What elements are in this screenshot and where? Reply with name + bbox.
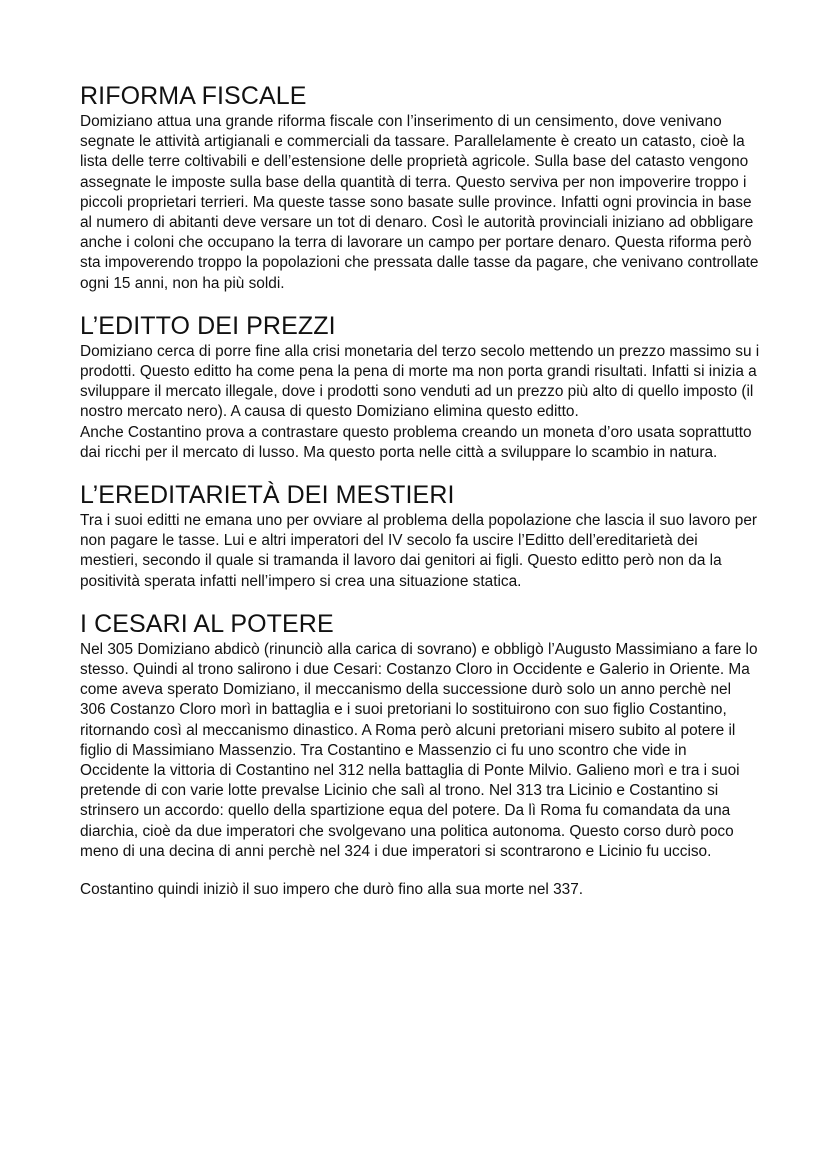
closing-paragraph: Costantino quindi iniziò il suo impero che durò fino alla sua morte nel 337. <box>80 881 584 899</box>
section-riforma-fiscale <box>80 82 760 294</box>
section-cesari-al-potere <box>80 610 760 862</box>
section-paragraph: Nel 305 Domiziano abdicò (rinunciò alla carica di sovrano) e obbligò l’Augusto Massimiano a fare lo stesso. Quindi al trono salirono i due Cesari: Costanzo Cloro in Occidente e Galerio in Oriente. Ma come aveva sperato Domiziano, il meccanismo della successione durò solo un anno perchè nel 306 Costanzo Cloro morì in battaglia e i suoi pretoriani lo sostituirono con suo figlio Costantino, ritornando così al meccanismo dinastico. A Roma però alcuni pretoriani misero subito al potere il figlio di Massimiano Massenzio. Tra Costantino e Massenzio ci fu uno scontro che vide in Occidente la vittoria di Costantino nel 312 nella battaglia di Ponte Milvio. Galieno morì e tra i suoi pretende di con varie lotte prevalse Licinio che salì al trono. Nel 313 tra Licinio e Costantino si strinsero un accordo: quello della spartizione equa del potere. Da lì Roma fu comandata da una diarchia, cioè da due imperatori che svolgevano una politica autonoma. Questo corso durò poco meno di una decina di anni perchè nel 324 i due imperatori si scontrarono e Licinio fu ucciso. <box>80 640 758 860</box>
section-title: L’EDITTO DEI PREZZI <box>80 311 336 340</box>
section-paragraph: Domiziano attua una grande riforma fiscale con l’inserimento di un censimento, dove venivano segnate le attività artigianali e commerciali da tassare. Parallelamente è creato un catasto, cioè la lista delle terre coltivabili e dell’estensione delle proprietà agricole. Sulla base del catasto vengono assegnate le imposte sulla base della quantità di terra. Questo serviva per non impoverire troppo i piccoli proprietari terrieri. Ma queste tasse sono basate sulle province. Infatti ogni provincia in base al numero di abitanti deve versare un tot di denaro. Così le autorità provinciali iniziano ad obbligare anche i coloni che occupano la terra di lavorare un campo per portare denaro. Questa riforma però sta impoverendo troppo la popolazioni che pressata dalle tasse da pagare, che venivano controllate ogni 15 anni, non ha più soldi. <box>80 113 759 292</box>
section-title: I CESARI AL POTERE <box>80 609 334 638</box>
section-paragraph: Anche Costantino prova a contrastare questo problema creando un moneta d’oro usata soprattutto dai ricchi per il mercato di lusso. Ma questo porta nelle città a sviluppare lo scambio in natura. <box>80 423 752 461</box>
section-title: L’EREDITARIETÀ DEI MESTIERI <box>80 481 455 510</box>
section-editto-dei-prezzi <box>80 312 760 463</box>
section-paragraph: Tra i suoi editti ne emana uno per ovviare al problema della popolazione che lascia il suo lavoro per non pagare le tasse. Lui e altri imperatori del IV secolo fa uscire l’Editto dell’ereditarietà dei mestieri, secondo il quale si tramanda il lavoro dai genitori ai figli. Questo editto però non da la positività sperata infatti nell’impero si crea una situazione statica. <box>80 512 758 590</box>
section-paragraph: Domiziano cerca di porre fine alla crisi monetaria del terzo secolo mettendo un prezzo massimo su i prodotti. Questo editto ha come pena la pena di morte ma non porta grandi risultati. Infatti si inizia a sviluppare il mercato illegale, dove i prodotti sono venduti ad un prezzo più alto di quello imposto (il nostro mercato nero). A causa di questo Domiziano elimina questo editto. <box>80 342 760 421</box>
section-ereditarieta-dei-mestieri <box>80 481 760 592</box>
document-page <box>80 82 760 918</box>
closing-section <box>80 880 760 900</box>
section-title: RIFORMA FISCALE <box>80 82 307 110</box>
